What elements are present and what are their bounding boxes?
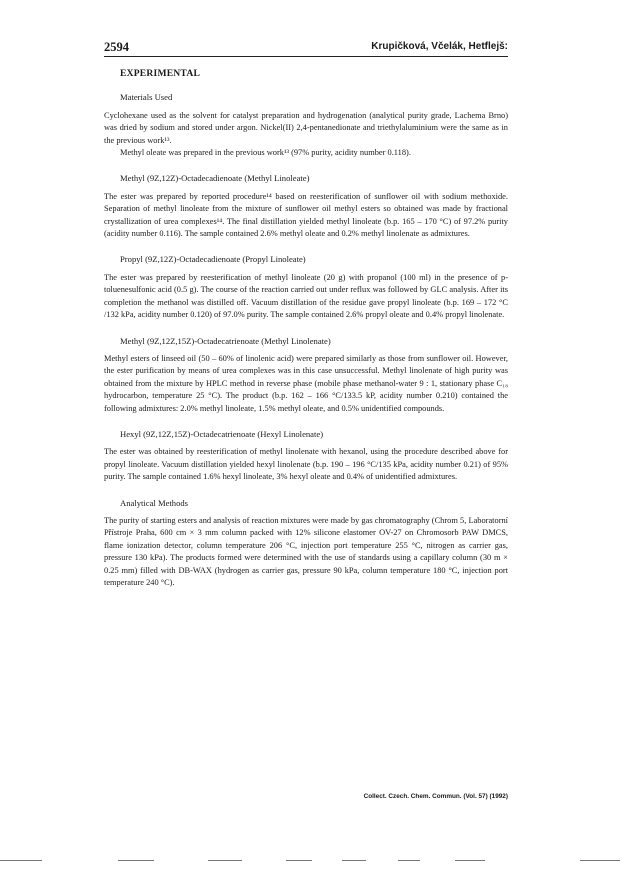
running-authors: Krupičková, Včelák, Hetflejš: xyxy=(371,41,508,52)
paragraph: Methyl esters of linseed oil (50 – 60% of linolenic acid) were prepared similarly as those from sunflower oil. However, the ester purification by means of urea complexes was in this case unsuccessful. Methyl linolenate of high purity was obtained from the mixture by HPLC method in reverse phase (mobile phase methanol-water 9 : 1, stationary phase C₁₈ hydrocarbon, temperature 25 °C). The product (b.p. 162 – 166 °C/133.5 kP, acidity number 0.210) contained the following admixtures: 2.0% methyl linoleate, 1.5% methyl oleate, and 0.5% unidentified compounds. xyxy=(104,353,508,413)
subsection-heading: Propyl (9Z,12Z)-Octadecadienoate (Propyl Linoleate) xyxy=(120,254,306,265)
running-header xyxy=(104,40,508,57)
scan-mark xyxy=(286,860,312,861)
section-materials-used xyxy=(104,91,508,159)
scan-mark xyxy=(455,860,485,861)
scan-mark xyxy=(580,860,620,861)
section-title: EXPERIMENTAL xyxy=(120,68,201,79)
section-analytical-methods xyxy=(104,497,508,590)
subsection-heading: Methyl (9Z,12Z,15Z)-Octadecatrienoate (Methyl Linolenate) xyxy=(120,335,331,346)
paragraph: Cyclohexane used as the solvent for catalyst preparation and hydrogenation (analytical purity grade, Lachema Brno) was dried by sodium and stored under argon. Nickel(II) 2,4-pentanedionate and triethylaluminium were the same as in the previous work¹³. xyxy=(104,110,508,145)
journal-footer: Collect. Czech. Chem. Commun. (Vol. 57) (1992) xyxy=(363,793,508,800)
subsection-heading: Methyl (9Z,12Z)-Octadecadienoate (Methyl Linoleate) xyxy=(120,173,310,184)
scan-mark xyxy=(0,860,42,861)
paragraph: The purity of starting esters and analysis of reaction mixtures were made by gas chromatography (Chrom 5, Laboratorní Přístroje Praha, 600 cm × 3 mm column packed with 12% silicone elastomer OV-27 on Chromosorb PAW DMCS, flame ionization detector, column temperature 206 °C, injection port temperature 255 °C, nitrogen as carrier gas, pressure 130 kPa). The products formed were determined with the use of standards using a capillary column (30 m × 0.25 mm) filled with DB-WAX (hydrogen as carrier gas, pressure 90 kPa, column temperature 180 °C, injection port temperature 240 °C). xyxy=(104,515,508,587)
scan-mark xyxy=(208,860,242,861)
paragraph: The ester was prepared by reported procedure¹⁴ based on reesterification of sunflower oil with sodium methoxide. Separation of methyl linoleate from the mixture of sunflower oil methyl esters so obtained was made by fractional crystallization of urea complexes¹⁴. The final distillation yielded methyl linoleate (b.p. 165 – 170 °C) of 97.2% purity (acidity number 0.116). The sample contained 2.6% methyl oleate and 0.2% methyl linolenate as admixtures. xyxy=(104,191,508,239)
section-propyl-linoleate xyxy=(104,253,508,321)
scan-mark xyxy=(342,860,366,861)
scan-mark xyxy=(398,860,420,861)
scan-artifact-lines xyxy=(0,852,623,872)
page-number: 2594 xyxy=(104,40,129,54)
paragraph: The ester was prepared by reesterification of methyl linoleate (20 g) with propanol (100 ml) in the presence of p-toluenesulfonic acid (0.5 g). The course of the reaction carried out under reflux was followed by GLC analysis. After its completion the methanol was distilled off. Vacuum distillation of the residue gave propyl linoleate (b.p. 169 – 172 °C /132 kPa, acidity number 0.120) of 97.0% purity. The sample contained 2.6% propyl oleate and 0.4% propyl linolenate. xyxy=(104,272,508,320)
subsection-heading: Materials Used xyxy=(120,92,173,103)
article-body xyxy=(104,68,508,602)
subsection-heading: Hexyl (9Z,12Z,15Z)-Octadecatrienoate (Hexyl Linolenate) xyxy=(120,428,324,439)
section-hexyl-linolenate xyxy=(104,428,508,484)
subsection-heading: Analytical Methods xyxy=(120,497,189,508)
paragraph: The ester was obtained by reesterification of methyl linolenate with hexanol, using the procedure described above for propyl linoleate. Vacuum distillation yielded hexyl linolenate (b.p. 190 – 196 °C/135 kPa, acidity number 0.21) of 95% purity. The sample contained 1.6% hexyl linoleate, 3% hexyl oleate and 0.4% of unidentified admixtures. xyxy=(104,447,508,482)
scan-mark xyxy=(118,860,154,861)
section-methyl-linoleate xyxy=(104,172,508,240)
paragraph: Methyl oleate was prepared in the previous work¹³ (97% purity, acidity number 0.118). xyxy=(120,148,411,158)
section-methyl-linolenate xyxy=(104,335,508,415)
